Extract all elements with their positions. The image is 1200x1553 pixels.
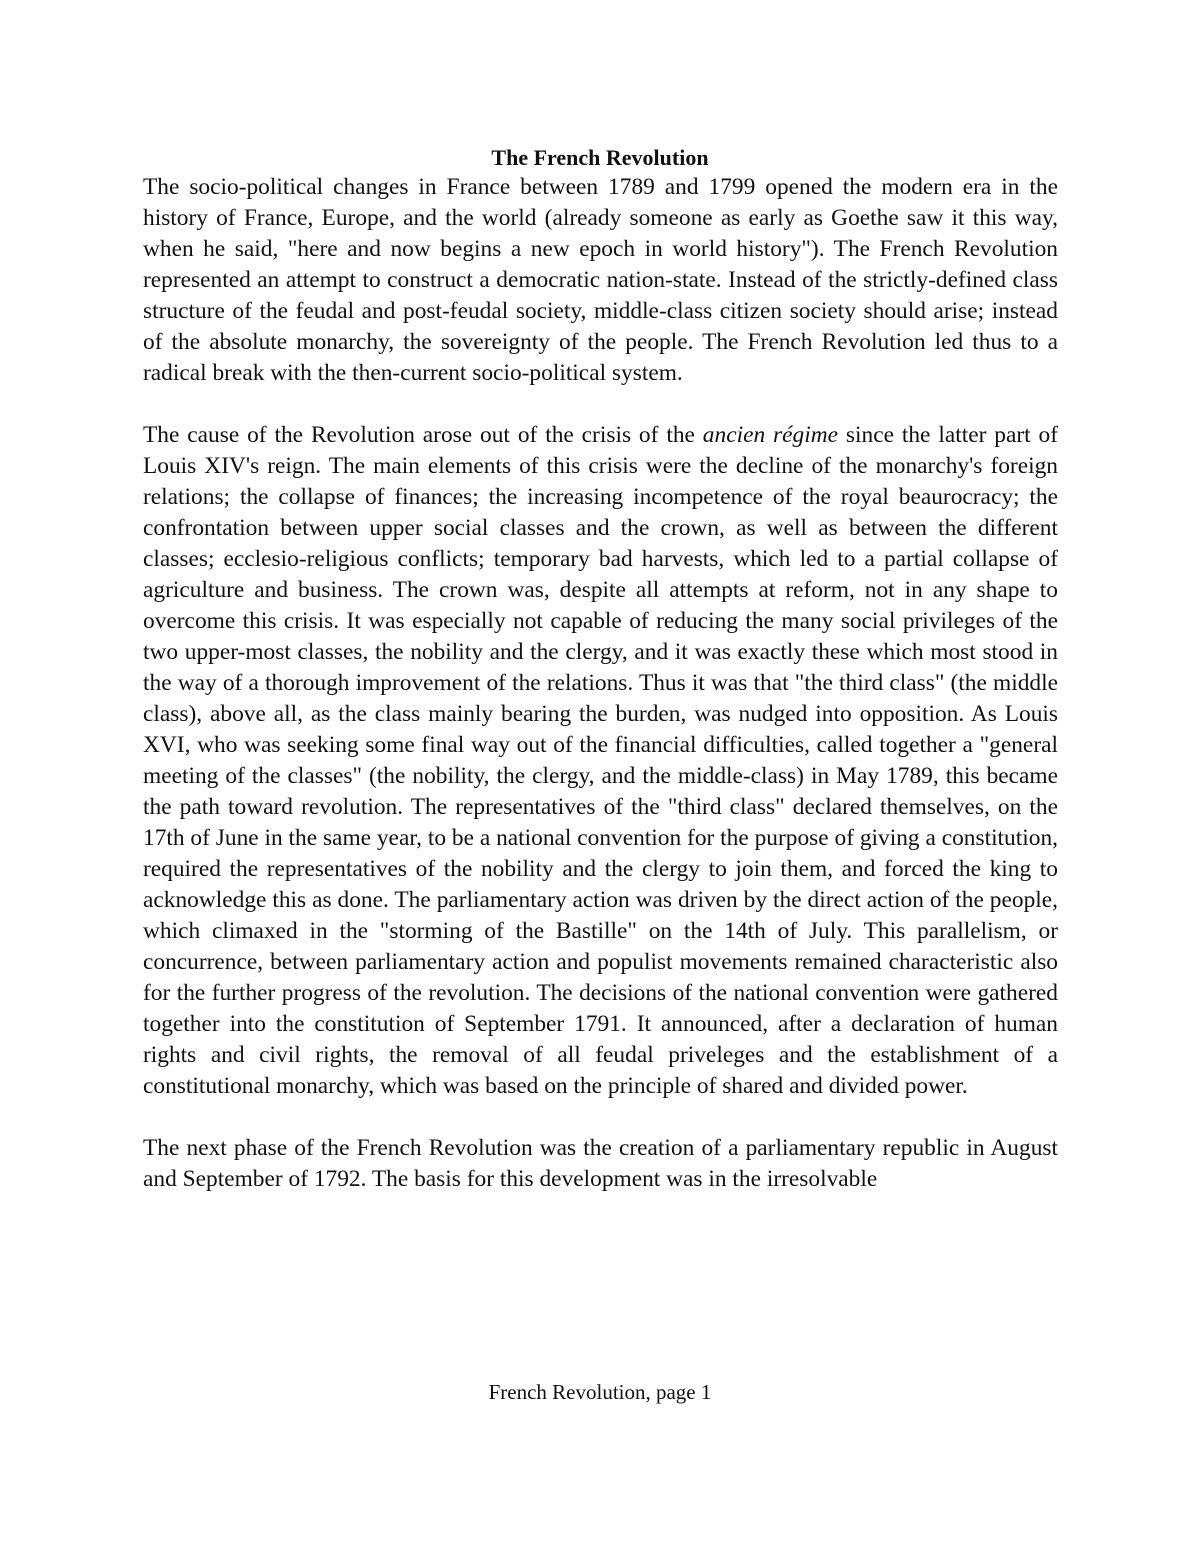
paragraph-2-text-end: since the latter part of Louis XIV's reign. The main elements of this crisis were the decline of the monarchy's foreign relations; the collapse of finances; the increasing incompetence of the royal beaurocracy; the confrontation between upper social classes and the crown, as well as between the different classes; ecclesio-religious conflicts; temporary bad harvests, which led to a partial collapse of agriculture and business. The crown was, despite all attempts at reform, not in any shape to overcome this crisis. It was especially not capable of reducing the many social privileges of the two upper-most classes, the nobility and the clergy, and it was exactly these which most stood in the way of a thorough improvement of the relations. Thus it was that "the third class" (the middle class), above all, as the class mainly bearing the burden, was nudged into opposition. As Louis XVI, who was seeking some final way out of the financial difficulties, called together a "general meeting of the classes" (the nobility, the clergy, and the middle-class) in May 1789, this became the path toward revolution. The representatives of the "third class" declared themselves, on the 17th of June in the same year, to be a national convention for the purpose of giving a constitution, required the representatives of the nobility and the clergy to join them, and forced the king to acknowledge this as done. The parliamentary action was driven by the direct action of the people, which climaxed in the "storming of the Bastille" on the 14th of July. This parallelism, or concurrence, between parliamentary action and populist movements remained characteristic also for the further progress of the revolution. The decisions of the national convention were gathered together into the constitution of September 1791. It announced, after a declaration of human rights and civil rights, the removal of all feudal priveleges and the establishment of a constitutional monarchy, which was based on the principle of shared and divided power.	[143, 422, 1059, 1099]
paragraph-1	[143, 172, 1058, 389]
paragraph-2	[143, 420, 1058, 1102]
document-body	[143, 172, 1058, 1226]
document-title: The French Revolution	[491, 145, 709, 170]
paragraph-3-text: The next phase of the French Revolution was the creation of a parliamentary republic in August and September of 1792. The basis for this development was in the irresolvable	[143, 1135, 1058, 1192]
paragraph-2-text-start: The cause of the Revolution arose out of the crisis of the	[143, 422, 703, 448]
paragraph-2-emphasis: ancien régime	[702, 422, 838, 448]
paragraph-3	[143, 1133, 1058, 1195]
paragraph-1-text: The socio-political changes in France between 1789 and 1799 opened the modern era in the history of France, Europe, and the world (already someone as early as Goethe saw it this way, when he said, "here and now begins a new epoch in world history"). The French Revolution represented an attempt to construct a democratic nation-state. Instead of the strictly-defined class structure of the feudal and post-feudal society, middle-class citizen society should arise; instead of the absolute monarchy, the sovereignty of the people. The French Revolution led thus to a radical break with the then-current socio-political system.	[143, 174, 1058, 386]
page-footer: French Revolution, page 1	[488, 1380, 712, 1404]
